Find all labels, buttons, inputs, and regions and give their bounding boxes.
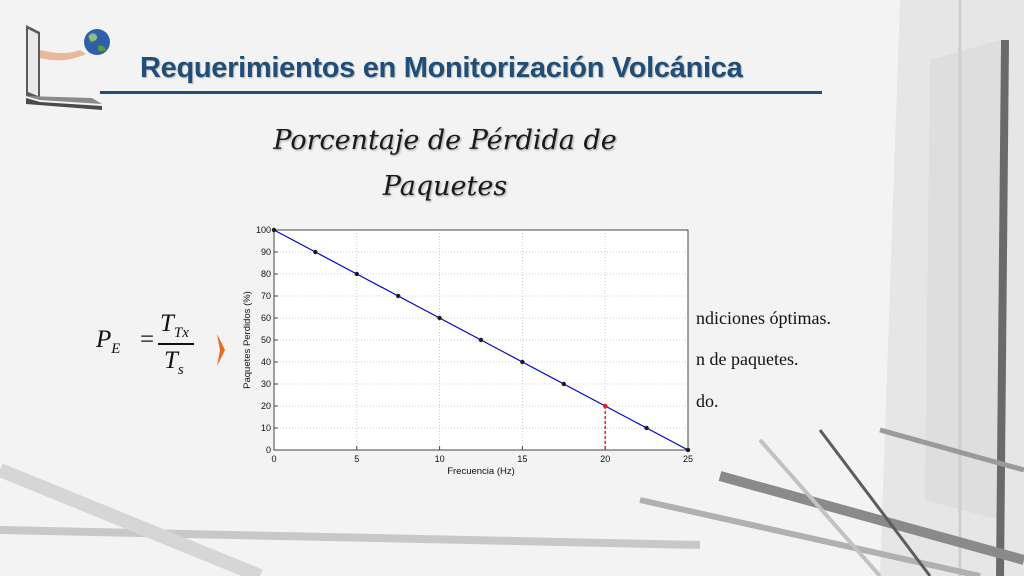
- subtitle-line-1: Porcentaje de Pérdida de: [273, 125, 617, 156]
- y-tick-label: 70: [260, 291, 271, 301]
- side-text-line-2: n de paquetes.: [696, 349, 799, 369]
- bullet-arrow-icon: [216, 334, 226, 366]
- x-axis-label: Frecuencia (Hz): [447, 466, 515, 477]
- x-tick-label: 10: [434, 454, 445, 464]
- data-point: [562, 382, 566, 386]
- data-point: [644, 426, 648, 430]
- y-axis-label: Paquetes Perdidos (%): [242, 291, 253, 389]
- data-point: [396, 294, 400, 298]
- formula-denominator: $T_s$: [164, 347, 184, 378]
- data-point: [355, 272, 359, 276]
- x-tick-label: 15: [517, 454, 528, 464]
- laptop-globe-logo: [20, 20, 110, 112]
- y-tick-label: 30: [260, 379, 271, 389]
- y-tick-label: 50: [260, 335, 271, 345]
- packet-loss-chart: [226, 218, 702, 478]
- slide-subtitle: [250, 118, 640, 210]
- formula-lhs: $P_E$: [96, 326, 121, 357]
- x-tick-label: 20: [600, 454, 611, 464]
- formula-numerator: $T_{Tx}$: [160, 310, 189, 341]
- x-tick-label: 0: [271, 454, 277, 464]
- y-tick-label: 20: [260, 401, 271, 411]
- data-point: [272, 228, 276, 232]
- page-title: Requerimientos en Monitorización Volcánica: [140, 52, 743, 84]
- y-tick-label: 80: [260, 269, 271, 279]
- x-tick-label: 25: [682, 454, 694, 464]
- highlight-point: [603, 404, 607, 408]
- y-tick-label: 90: [260, 247, 271, 257]
- x-tick-label: 5: [354, 454, 360, 464]
- data-point: [686, 448, 690, 452]
- data-point: [520, 360, 524, 364]
- y-tick-label: 100: [255, 225, 271, 235]
- subtitle-line-2: Paquetes: [382, 171, 508, 202]
- side-text-line-1: ndiciones óptimas.: [696, 308, 831, 328]
- y-tick-label: 0: [265, 445, 271, 455]
- data-point: [479, 338, 483, 342]
- side-text-line-3: do.: [696, 391, 719, 411]
- title-underline: [100, 91, 822, 94]
- data-point: [437, 316, 441, 320]
- y-tick-label: 40: [260, 357, 271, 367]
- y-tick-label: 10: [260, 423, 271, 433]
- y-tick-label: 60: [260, 313, 271, 323]
- formula-equals: =: [140, 326, 155, 353]
- fraction-bar: [158, 343, 194, 345]
- data-point: [313, 250, 317, 254]
